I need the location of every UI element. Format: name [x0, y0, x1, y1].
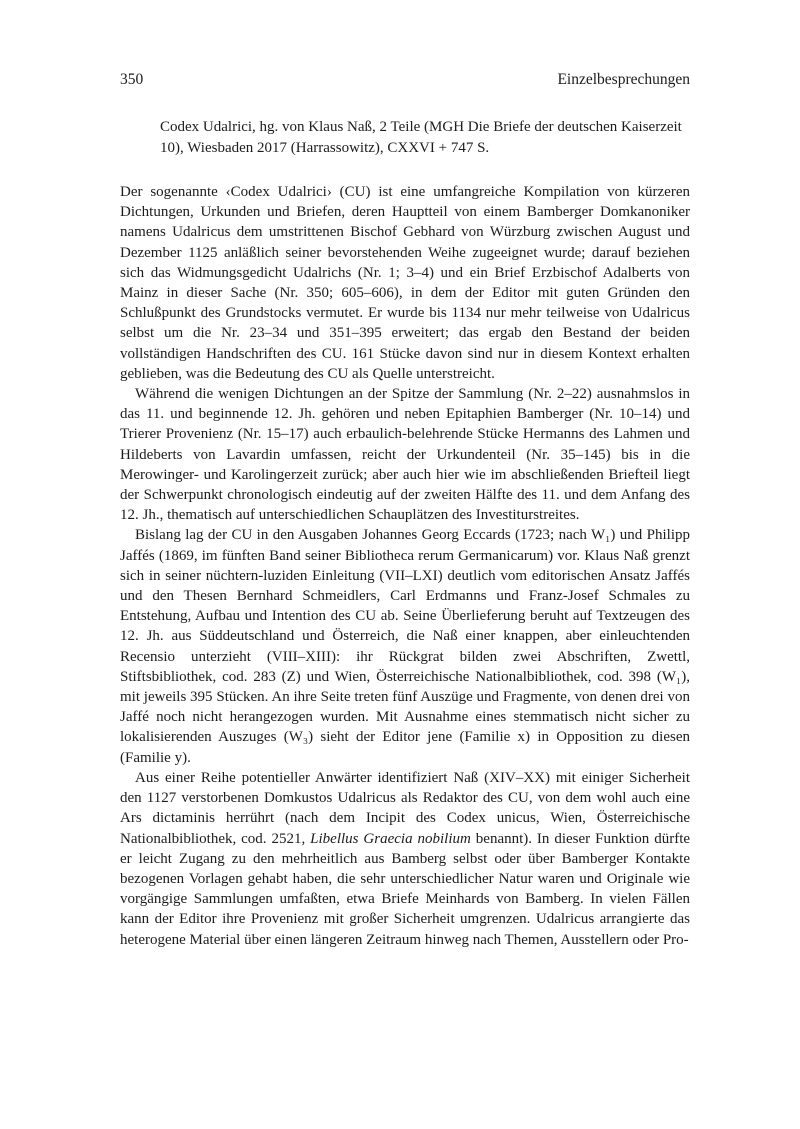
page-number: 350	[120, 71, 144, 88]
paragraph	[120, 525, 690, 767]
paragraph	[120, 384, 690, 525]
paragraph	[120, 768, 690, 950]
text-run: Bislang lag der CU in den Ausgaben Johannes Georg Eccards (1723; nach W₁) und Philipp Jaffés (1869, im fünften Band seiner Bibliotheca rerum Germanicarum) vor. Klaus Naß grenzt sich in seiner nüchtern-luziden Einleitung (VII–LXI) deutlich vom editorischen Ansatz Jaffés und den Thesen Bernhard Schmeidlers, Carl Erdmanns und Franz-Josef Schmales zu Entstehung, Aufbau und Intention des CU ab. Seine Überlieferung beruht auf Textzeugen des 12. Jh. aus Süddeutschland und Österreich, die Naß einer knappen, aber einleuchtenden Recensio unterzieht (VIII–XIII): ihr Rückgrat bilden zwei Abschriften, Zwettl, Stiftsbibliothek, cod. 283 (Z) und Wien, Österreichische Nationalbibliothek, cod. 398 (W₁), mit jeweils 395 Stücken. An ihre Seite treten fünf Auszüge und Fragmente, von denen drei von Jaffé noch nicht herangezogen wurden. Mit Ausnahme eines stemmatisch nicht sicher zu lokalisierenden Auszuges (W₃) sieht der Editor jene (Familie x) in Opposition zu diesen (Familie y).	[120, 527, 690, 766]
text-run: Der sogenannte ‹Codex Udalrici› (CU) ist eine umfangreiche Kompilation von kürzeren Dichtungen, Urkunden und Briefen, deren Hauptteil von einem Bamberger Domkanoniker namens Udalricus dem umstrittenen Bischof Gebhard von Würzburg zwischen August und Dezember 1125 anläßlich seiner bevorstehenden Weihe zugeeignet wurde; darauf beziehen sich das Widmungsgedicht Udalrichs (Nr. 1; 3–4) und ein Brief Erzbischof Adalberts von Mainz in dieser Sache (Nr. 350; 605–606), in dem der Editor mit guten Gründen den Schlußpunkt des Grundstocks vermutet. Er wurde bis 1134 nur mehr teilweise von Udalricus selbst um die Nr. 23–34 und 351–395 erweitert; das ergab den Bestand der beiden vollständigen Handschriften des CU. 161 Stücke davon sind nur in diesem Kontext erhalten geblieben, was die Bedeutung des CU als Quelle unterstreicht.	[120, 184, 690, 382]
paragraph	[120, 182, 690, 384]
running-header	[120, 70, 690, 90]
text-run: Aus einer Reihe potentieller Anwärter identifiziert Naß (XIV–XX) mit einiger Sicherheit den 1127 verstorbenen Domkustos Udalricus als Redaktor des CU, von dem wohl auch eine Ars dictaminis herrührt (nach dem Incipit des Codex unicus, Wien, Österreichische Nationalbibliothek, cod. 2521,	[120, 769, 690, 847]
review-body	[120, 182, 690, 950]
running-head-title: Einzelbesprechungen	[557, 71, 690, 88]
text-run: benannt). In dieser Funktion dürfte er leicht Zugang zu den mehrheitlich aus Bamberg selbst oder über Bamberger Kontakte bezogenen Vorlagen gehabt haben, die sehr unterschiedlicher Natur waren und Originale wie vorgängige Sammlungen umfaßten, etwa Briefe Meinhards von Bamberg. In vielen Fällen kann der Editor ihre Provenienz mit großer Sicherheit umgrenzen. Udalricus arrangierte das heterogene Material über einen längeren Zeitraum hinweg nach Themen, Ausstellern oder Pro-	[120, 830, 691, 948]
italic-text-run: Libellus Graecia nobilium	[310, 830, 471, 847]
review-citation: Codex Udalrici, hg. von Klaus Naß, 2 Teile (MGH Die Briefe der deutschen Kaiserzeit 10), Wiesbaden 2017 (Harrassowitz), CXXVI + 747 S.	[160, 119, 682, 156]
text-run: Während die wenigen Dichtungen an der Spitze der Sammlung (Nr. 2–22) ausnahmslos in das 11. und beginnende 12. Jh. gehören und neben Epitaphien Bamberger (Nr. 10–14) und Trierer Provenienz (Nr. 15–17) auch erbaulich-belehrende Stücke Hermanns des Lahmen und Hildeberts von Lavardin umfassen, reicht der Urkundenteil (Nr. 35–145) bis in die Merowinger- und Karolingerzeit zurück; aber auch hier wie im abschließenden Briefteil liegt der Schwerpunkt chronologisch eindeutig auf der zweiten Hälfte des 11. und dem Anfang des 12. Jh., thematisch auf unterschiedlichen Schauplätzen des Investiturstreites.	[120, 386, 690, 524]
